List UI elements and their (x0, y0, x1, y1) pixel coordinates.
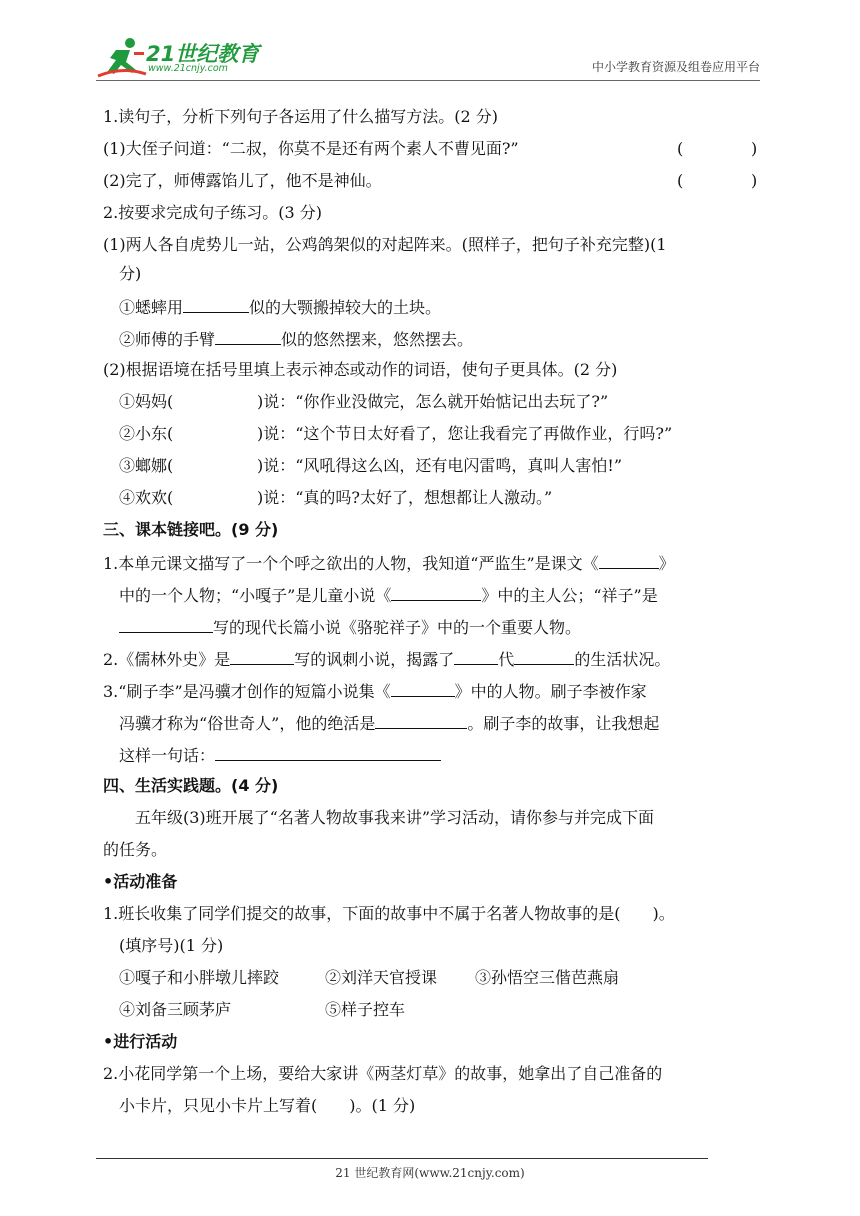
sentence-item-1 (119, 296, 441, 318)
platform-name: 中小学教育资源及组卷应用平台 (591, 60, 760, 74)
subsection-preparation: •活动准备 (103, 872, 178, 891)
answer-blank[interactable] (183, 296, 249, 313)
text: 代 (498, 650, 515, 669)
answer-blank[interactable] (391, 680, 455, 697)
section-3-heading: 三、课本链接吧。(9 分) (103, 520, 279, 539)
text: ②师傅的手臂 (119, 330, 216, 349)
logo-text: 21世纪教育 (146, 42, 260, 66)
question-2-part-2: (2)根据语境在括号里填上表示神态或动作的词语，使句子更具体。(2 分) (103, 360, 618, 379)
answer-blank[interactable] (599, 552, 659, 569)
section-3-q1-cont (119, 584, 658, 606)
section-4-heading: 四、生活实践题。(4 分) (103, 776, 279, 795)
site-logo (96, 36, 266, 80)
section-3-q3-cont (119, 712, 659, 734)
text: ①蟋蟀用 (119, 298, 184, 317)
text: 冯骥才称为“俗世奇人”，他的绝活是 (119, 714, 376, 733)
section-3-q1-cont2 (119, 616, 581, 638)
answer-paren-open: ( (677, 171, 684, 190)
logo-url: www.21cnjy.com (148, 63, 228, 74)
section-3-q2 (103, 648, 670, 670)
answer-blank[interactable] (514, 648, 574, 665)
page-header (96, 36, 760, 82)
answer-paren-close: ) (751, 139, 758, 158)
header-divider (96, 80, 760, 81)
text: 2.《儒林外史》是 (103, 650, 231, 669)
text: 》中的主人公；“祥子”是 (481, 586, 658, 605)
sentence-item-2 (119, 328, 473, 350)
section-4-q1: 1.班长收集了同学们提交的故事，下面的故事中不属于名著人物故事的是( )。 (103, 904, 675, 923)
section-4-intro: 五年级(3)班开展了“名著人物故事我来讲”学习活动，请你参与并完成下面 (135, 808, 655, 827)
question-2-part-1-cont: 分) (119, 264, 142, 283)
fill-item-4-rest: )说：“真的吗?太好了，想想都让人激动。” (257, 488, 553, 507)
answer-blank[interactable] (215, 744, 441, 761)
runner-logo-icon (96, 36, 148, 80)
option-1: ①嘎子和小胖墩儿摔跤 (119, 968, 280, 987)
section-3-q1 (103, 552, 675, 574)
section-4-intro-cont: 的任务。 (103, 840, 168, 859)
page-footer: 21 世纪教育网(www.21cnjy.com) (335, 1166, 525, 1180)
section-4-q2-cont: 小卡片，只见小卡片上写着( )。(1 分) (119, 1096, 416, 1115)
subsection-activity: •进行活动 (103, 1032, 178, 1051)
section-3-q3 (103, 680, 647, 702)
fill-item-3-rest: )说：“风吼得这么凶，还有电闪雷鸣，真叫人害怕!” (257, 456, 623, 475)
question-1-item-2: (2)完了，师傅露馅儿了，他不是神仙。 (103, 171, 382, 190)
option-4: ④刘备三顾茅庐 (119, 1000, 232, 1019)
fill-item-1: ①妈妈( (119, 392, 174, 411)
question-2: 2.按要求完成句子练习。(3 分) (103, 203, 323, 222)
text: 写的讽刺小说，揭露了 (294, 650, 455, 669)
fill-item-4: ④欢欢( (119, 488, 174, 507)
answer-blank[interactable] (454, 648, 498, 665)
text: 3.“刷子李”是冯骥才创作的短篇小说集《 (103, 682, 391, 701)
option-3: ③孙悟空三偕芭燕扇 (475, 968, 620, 987)
fill-item-3: ③螂娜( (119, 456, 174, 475)
question-1-item-1: (1)大侄子问道：“二叔，你莫不是还有两个素人不曹见面?” (103, 139, 519, 158)
option-5: ⑤样子控车 (325, 1000, 406, 1019)
answer-blank[interactable] (375, 712, 467, 729)
fill-item-1-rest: )说：“你作业没做完，怎么就开始惦记出去玩了?” (257, 392, 609, 411)
text: 1.本单元课文描写了一个个呼之欲出的人物，我知道“严监生”是课文《 (103, 554, 599, 573)
text: 的生活状况。 (574, 650, 671, 669)
option-2: ②刘洋天官授课 (325, 968, 438, 987)
text: 》 (658, 554, 675, 573)
text: 。刷子李的故事，让我想起 (467, 714, 660, 733)
answer-blank[interactable] (391, 584, 481, 601)
text: 似的大颚搬掉较大的土块。 (249, 298, 442, 317)
answer-blank[interactable] (119, 616, 213, 633)
fill-item-2: ②小东( (119, 424, 174, 443)
text: 写的现代长篇小说《骆驼祥子》中的一个重要人物。 (213, 618, 582, 637)
text: 》中的人物。刷子李被作家 (454, 682, 647, 701)
answer-paren-open: ( (677, 139, 684, 158)
footer-divider (96, 1158, 708, 1159)
answer-blank[interactable] (230, 648, 294, 665)
answer-blank[interactable] (215, 328, 281, 345)
section-4-q2: 2.小花同学第一个上场，要给大家讲《两茎灯草》的故事，她拿出了自己准备的 (103, 1064, 663, 1083)
fill-item-2-rest: )说：“这个节日太好看了，您让我看完了再做作业，行吗?” (257, 424, 673, 443)
text: 中的一个人物；“小嘎子”是儿童小说《 (119, 586, 392, 605)
question-1: 1.读句子，分析下列句子各运用了什么描写方法。(2 分) (103, 107, 499, 126)
question-2-part-1: (1)两人各自虎势儿一站，公鸡鸽架似的对起阵来。(照样子，把句子补充完整)(1 (103, 235, 667, 254)
answer-paren-close: ) (751, 171, 758, 190)
section-3-q3-cont2 (119, 744, 441, 766)
text: 似的悠然摆来，悠然摆去。 (281, 330, 474, 349)
section-4-q1-cont: (填序号)(1 分) (119, 936, 224, 955)
text: 这样一句话： (119, 746, 216, 765)
